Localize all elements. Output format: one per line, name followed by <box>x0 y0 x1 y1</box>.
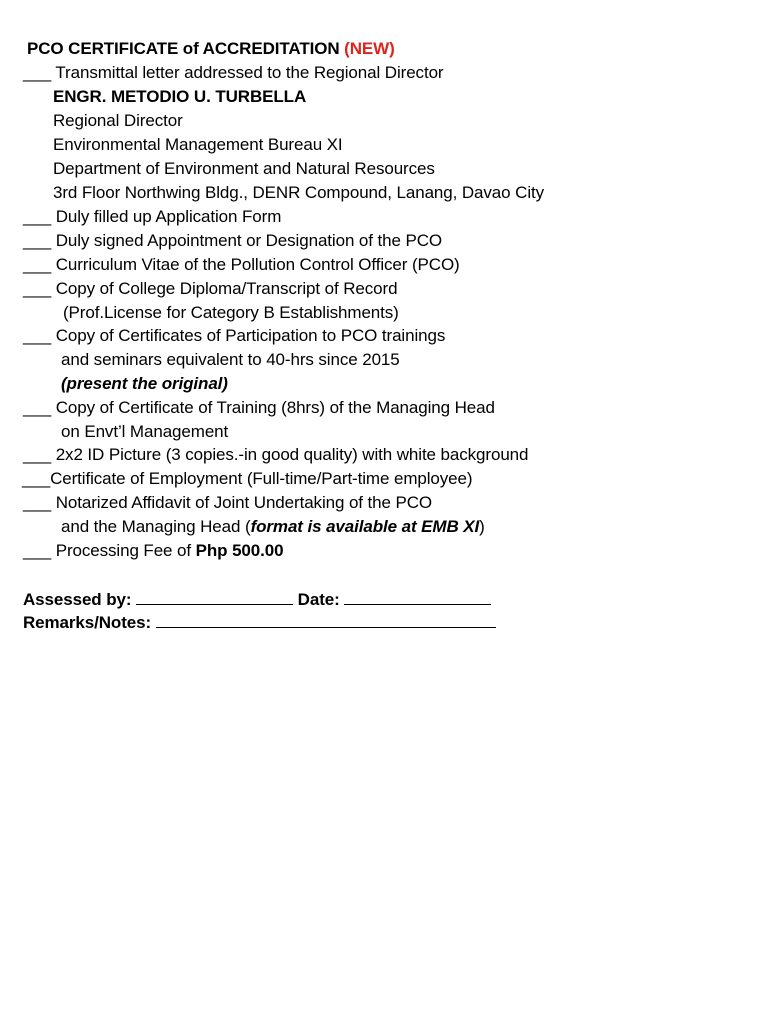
checklist-item-cv <box>23 253 460 277</box>
checklist-item-appointment <box>23 229 442 253</box>
training-head-continuation: on Envt’l Management <box>61 422 229 441</box>
item-label: Certificate of Employment (Full-time/Part-time employee) <box>50 469 473 488</box>
checklist-item-application-form <box>23 205 281 229</box>
check-blank: ___ <box>23 279 52 298</box>
check-blank: ___ <box>23 231 52 250</box>
assessed-row <box>23 587 491 612</box>
remarks-line <box>156 610 496 628</box>
check-blank: ___ <box>22 469 51 488</box>
affidavit-continuation <box>61 515 485 539</box>
affidavit-close-paren: ) <box>479 517 485 536</box>
date-line <box>344 587 491 605</box>
checklist-item-diploma <box>23 277 397 301</box>
title-text: PCO CERTIFICATE of ACCREDITATION <box>27 39 340 58</box>
diploma-note: (Prof.License for Category B Establishments) <box>63 303 399 322</box>
assessed-by-line <box>136 587 293 605</box>
item-label: Copy of Certificate of Training (8hrs) of the Managing Head <box>55 398 495 417</box>
remarks-label: Remarks/Notes: <box>23 613 152 632</box>
item-label: Copy of College Diploma/Transcript of Record <box>55 279 398 298</box>
check-blank: ___ <box>23 445 52 464</box>
trainings-note: (present the original) <box>61 374 228 393</box>
affidavit-format-note: format is available at EMB XI <box>250 517 480 536</box>
check-blank: ___ <box>23 255 52 274</box>
addressee-title: Regional Director <box>53 111 183 130</box>
check-blank: ___ <box>23 398 52 417</box>
assessed-label: Assessed by: <box>23 590 132 609</box>
addressee-office: Environmental Management Bureau XI <box>53 135 343 154</box>
check-blank: ___ <box>23 326 52 345</box>
check-blank: ___ <box>23 493 52 512</box>
addressee-name: ENGR. METODIO U. TURBELLA <box>53 87 307 106</box>
item-label: Processing Fee of <box>55 541 196 560</box>
item-label: Curriculum Vitae of the Pollution Control Officer (PCO) <box>55 255 460 274</box>
checklist-item-transmittal <box>23 61 444 85</box>
check-blank: ___ <box>23 63 52 82</box>
addressee-department: Department of Environment and Natural Resources <box>53 159 435 178</box>
affidavit-text: and the Managing Head ( <box>61 517 251 536</box>
item-label: Transmittal letter addressed to the Regional Director <box>55 63 444 82</box>
trainings-continuation: and seminars equivalent to 40-hrs since 2015 <box>61 350 400 369</box>
checklist-item-training-head <box>23 396 495 420</box>
new-badge: (NEW) <box>344 39 395 58</box>
item-label: 2x2 ID Picture (3 copies.-in good quality) with white background <box>55 445 529 464</box>
checklist-item-affidavit <box>23 491 432 515</box>
checklist-item-trainings <box>23 324 445 348</box>
item-label: Notarized Affidavit of Joint Undertaking of the PCO <box>55 493 433 512</box>
checklist-item-id-picture <box>23 443 528 467</box>
checklist-item-processing-fee <box>23 539 283 563</box>
item-label: Duly filled up Application Form <box>55 207 282 226</box>
check-blank: ___ <box>23 207 52 226</box>
document-title <box>27 37 395 61</box>
checklist-item-employment <box>22 467 472 491</box>
date-label: Date: <box>297 590 340 609</box>
check-blank: ___ <box>23 541 52 560</box>
fee-amount: Php 500.00 <box>195 541 284 560</box>
item-label: Copy of Certificates of Participation to PCO trainings <box>55 326 446 345</box>
item-label: Duly signed Appointment or Designation of the PCO <box>55 231 443 250</box>
remarks-row <box>23 610 496 635</box>
addressee-address: 3rd Floor Northwing Bldg., DENR Compound, Lanang, Davao City <box>53 183 545 202</box>
